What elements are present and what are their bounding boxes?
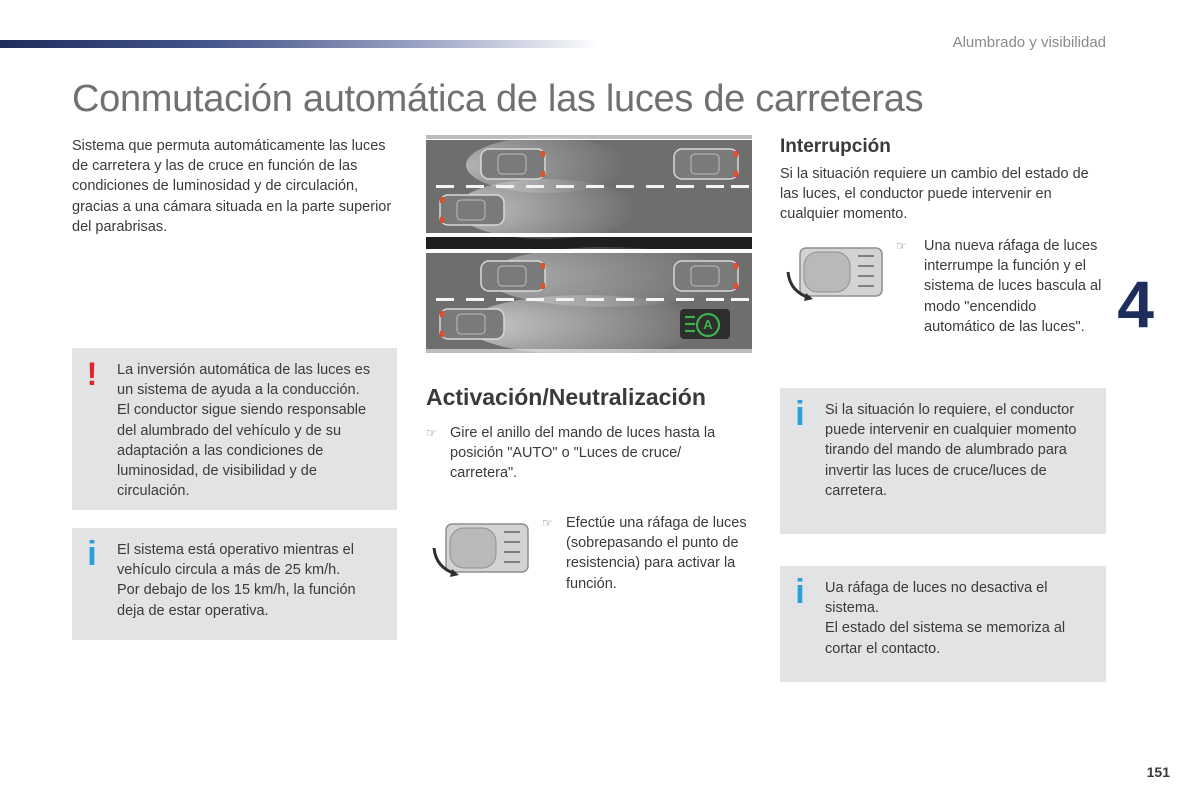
info-icon: i bbox=[795, 395, 805, 433]
info-note-override bbox=[780, 388, 1106, 534]
chapter-number: 4 bbox=[1117, 267, 1154, 341]
auto-high-beam-indicator-icon bbox=[680, 309, 730, 339]
page-number: 151 bbox=[1146, 764, 1170, 780]
light-stalk-illustration-1 bbox=[428, 518, 532, 578]
info-note-memory-text: Ua ráfaga de luces no desactiva el sistema. El estado del sistema se memoriza al cortar el contacto. bbox=[825, 580, 1066, 657]
info-note-memory bbox=[780, 566, 1106, 682]
interruption-text: Si la situación requiere un cambio del estado de las luces, el conductor puede intervenir en cualquier momento. bbox=[780, 166, 1089, 223]
header-accent-bar bbox=[0, 40, 600, 48]
page-title: Conmutación automática de las luces de carreteras bbox=[72, 78, 924, 120]
activation-step-2-text: Efectúe una ráfaga de luces (sobrepasando el punto de resistencia) para activar la función. bbox=[566, 515, 747, 592]
bullet-icon: ☞ bbox=[896, 239, 907, 253]
interruption-step bbox=[896, 236, 1106, 337]
info-note-override-text: Si la situación lo requiere, el conductor puede intervenir en cualquier momento tirando del mando de alumbrado para invertir las luces de cruce/luces de carretera. bbox=[825, 402, 1077, 499]
interruption-step-text: Una nueva ráfaga de luces interrumpe la función y el sistema de luces bascula al modo "encendido automático de las luces". bbox=[924, 238, 1102, 335]
section-header: Alumbrado y visibilidad bbox=[952, 34, 1106, 51]
info-note-speed-text: El sistema está operativo mientras el vehículo circula a más de 25 km/h. Por debajo de los 15 km/h, la función deja de estar operativa. bbox=[117, 542, 356, 619]
warning-icon: ! bbox=[86, 356, 98, 392]
warning-note-text: La inversión automática de las luces es un sistema de ayuda a la conducción. El conductor sigue siendo responsable del alumbrado del vehículo y de su adaptación a las condiciones de luminosidad, de visibilidad y de circulación. bbox=[117, 362, 371, 500]
bullet-icon: ☞ bbox=[542, 516, 553, 530]
activation-step-1-text: Gire el anillo del mando de luces hasta la posición "AUTO" o "Luces de cruce/ carretera". bbox=[450, 425, 716, 482]
warning-note bbox=[72, 348, 397, 510]
road-illustration bbox=[426, 135, 752, 353]
intro-paragraph: Sistema que permuta automáticamente las luces de carretera y las de cruce en función de las condiciones de luminosidad y de circulación, gracias a una cámara situada en la parte superior del parabrisas. bbox=[72, 138, 392, 235]
interruption-heading: Interrupción bbox=[780, 136, 891, 157]
info-icon: i bbox=[795, 573, 805, 611]
activation-step-1 bbox=[426, 423, 726, 484]
info-note-speed bbox=[72, 528, 397, 640]
svg-text:A: A bbox=[703, 317, 713, 332]
activation-heading: Activación/Neutralización bbox=[426, 384, 706, 410]
light-stalk-illustration-2 bbox=[782, 242, 886, 302]
bullet-icon: ☞ bbox=[426, 426, 437, 440]
activation-step-2 bbox=[542, 513, 752, 594]
info-icon: i bbox=[87, 535, 97, 573]
